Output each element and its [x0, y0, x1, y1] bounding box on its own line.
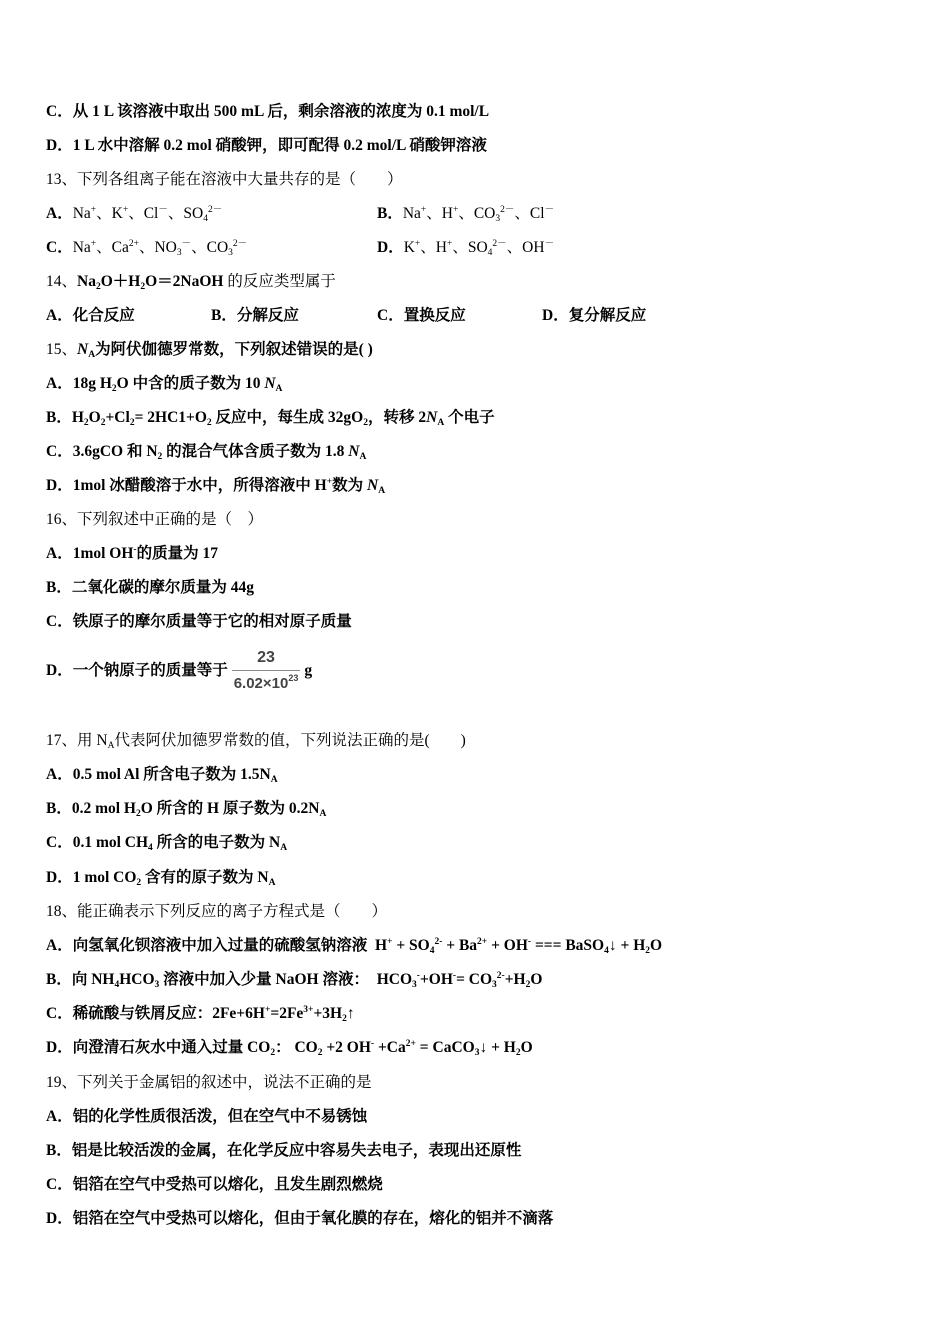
- q18-option-c: C．稀硫酸与铁屑反应：$2Fe+6H^+=2Fe^{3+}+3H_2↑$: [46, 1005, 355, 1024]
- q16-option-b: B．二氧化碳的摩尔质量为 44g: [46, 579, 254, 596]
- q18-option-a: A．向氢氧化钡溶液中加入过量的硫酸氢钠溶液 $H^+ + SO_4^{2-} + Ba^{2+} + OH^-$ === BaSO$_4$↓ + $H_2O$: [46, 937, 663, 956]
- q13-options-row2: [46, 236, 910, 260]
- q19-option-b: B．铝是比较活泼的金属，在化学反应中容易失去电子，表现出还原性: [46, 1142, 522, 1159]
- q13-options-row1: [46, 202, 910, 226]
- q14-option-c: C．置换反应: [377, 307, 466, 324]
- q17-option-c: C．0.1 mol $CH_4$ 所含的电子数为 $N_A$: [46, 834, 288, 853]
- fraction: [232, 648, 301, 695]
- q13-option-c: C．Na+、$Ca^{2+}$、$NO_3^-$、$CO_3^{2-}$: [46, 239, 248, 258]
- q15-option-d: D．1mol 冰醋酸溶于水中，所得溶液中 H+数为 $N_A$: [46, 477, 386, 496]
- q15-option-a: A．18g $H_2O$ 中含的质子数为 10 $N_A$: [46, 375, 283, 394]
- q13-option-d: D．K+、H+、$SO_4^{2-}$、OH－: [377, 239, 555, 258]
- q12-option-d: D．1 L 水中溶解 0.2 mol 硝酸钾，即可配得 0.2 mol/L 硝酸钾溶液: [46, 137, 487, 154]
- q14-options: [46, 304, 910, 328]
- q13-option-a: A．Na+、K+、Cl－、$SO_4^{2-}$: [46, 205, 223, 224]
- q16-stem: 16、下列叙述中正确的是（ ）: [46, 511, 264, 528]
- q14-option-b: B．分解反应: [211, 307, 299, 324]
- q13-option-b: B．Na+、H+、$CO_3^{2-}$、Cl－: [377, 205, 555, 224]
- q17-option-a: A．0.5 mol Al 所含电子数为 $1.5N_A$: [46, 766, 278, 785]
- q16-option-d: D．一个钠原子的质量等于 $\frac{23}{6.02\times 10^{23}}$ g: [46, 645, 910, 697]
- q19-option-c: C．铝箔在空气中受热可以熔化，且发生剧烈燃烧: [46, 1176, 383, 1193]
- q18-option-d: D．向澄清石灰水中通入过量 $CO_2$： $CO_2 +2$ $OH^- +Ca^{2+}$ = CaCO$_3$↓ + $H_2O$: [46, 1039, 533, 1058]
- q14-option-a: A．化合反应: [46, 307, 135, 324]
- q15-option-b: B．$H_2O_2+Cl_2= 2HC1+O_2$ 反应中，每生成 $32gO_2$，转移 $2N_A$ 个电子: [46, 409, 495, 428]
- q15-option-c: C．3.6gCO 和 $N_2$ 的混合气体含质子数为 1.8 $N_A$: [46, 443, 367, 462]
- q17-stem: 17、用 $N_A$代表阿伏加德罗常数的值，下列说法正确的是( ): [46, 732, 466, 751]
- q19-option-d: D．铝箔在空气中受热可以熔化，但由于氧化膜的存在，熔化的铝并不滴落: [46, 1210, 554, 1227]
- fraction-denominator: $6.02\times 10^{23}$: [233, 672, 299, 692]
- q17-option-d: D．1 mol $CO_2$ 含有的原子数为 $N_A$: [46, 869, 276, 888]
- q19-stem: 19、下列关于金属铝的叙述中，说法不正确的是: [46, 1074, 372, 1091]
- fraction-numerator: 23: [232, 648, 301, 671]
- q18-option-b: B．向 $NH_4HCO_3$ 溶液中加入少量 NaOH 溶液： $HCO_3^-+OH^-= CO_3^{2-}+H_2O$: [46, 971, 543, 990]
- q14-stem: 14、$Na_2O+H_2O=2NaOH$ 的反应类型属于: [46, 273, 336, 292]
- q13-stem: 13、下列各组离子能在溶液中大量共存的是（ ）: [46, 171, 403, 188]
- q16-option-a: A．1mol OH-的质量为 17: [46, 545, 218, 562]
- q18-stem: 18、能正确表示下列反应的离子方程式是（ ）: [46, 903, 388, 920]
- q12-option-c: C．从 1 L 该溶液中取出 500 mL 后，剩余溶液的浓度为 0.1 mol/L: [46, 103, 490, 120]
- q14-option-d: D．复分解反应: [542, 307, 647, 324]
- q16-option-c: C．铁原子的摩尔质量等于它的相对原子质量: [46, 613, 352, 630]
- q19-option-a: A．铝的化学性质很活泼，但在空气中不易锈蚀: [46, 1108, 368, 1125]
- q15-stem: 15、$N_A$为阿伏伽德罗常数，下列叙述错误的是( ): [46, 341, 373, 360]
- q17-option-b: B．0.2 mol $H_2O$ 所含的 H 原子数为 $0.2N_A$: [46, 800, 327, 819]
